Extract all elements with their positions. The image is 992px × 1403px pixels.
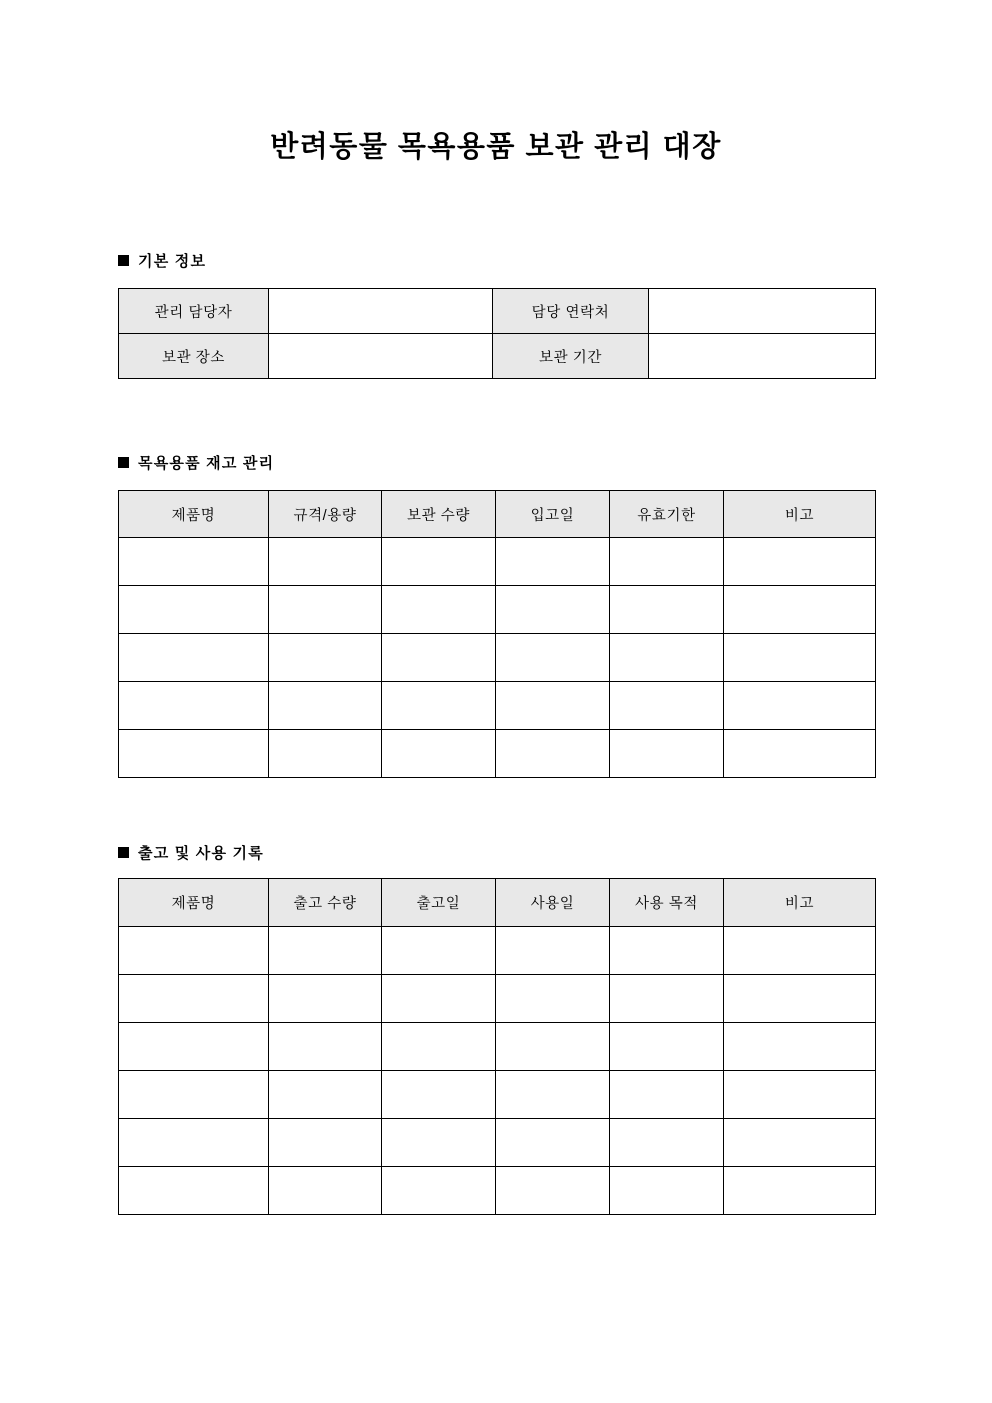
- cell-product-name[interactable]: [119, 975, 269, 1023]
- field-value-storage-location[interactable]: [269, 334, 493, 379]
- cell-remarks[interactable]: [724, 1023, 876, 1071]
- cell-spec-volume[interactable]: [269, 538, 382, 586]
- section-heading-usage-label: 출고 및 사용 기록: [138, 845, 264, 862]
- column-header-product-name: 제품명: [119, 491, 269, 538]
- cell-remarks[interactable]: [724, 1071, 876, 1119]
- table-row: [119, 538, 876, 586]
- cell-product-name[interactable]: [119, 1119, 269, 1167]
- cell-inbound-date[interactable]: [496, 538, 610, 586]
- cell-expiry-date[interactable]: [610, 586, 724, 634]
- column-header-usage-date: 사용일: [496, 879, 610, 927]
- column-header-remarks: 비고: [724, 491, 876, 538]
- cell-remarks[interactable]: [724, 586, 876, 634]
- cell-remarks[interactable]: [724, 730, 876, 778]
- table-row: [119, 334, 876, 379]
- page-title: 반려동물 목욕용품 보관 관리 대장: [270, 131, 722, 163]
- cell-outbound-date[interactable]: [382, 927, 496, 975]
- field-value-contact[interactable]: [649, 289, 876, 334]
- cell-usage-date[interactable]: [496, 1071, 610, 1119]
- cell-remarks[interactable]: [724, 1119, 876, 1167]
- column-header-outbound-quantity: 출고 수량: [269, 879, 382, 927]
- cell-outbound-date[interactable]: [382, 1119, 496, 1167]
- basic-info-table: [118, 288, 876, 379]
- cell-inbound-date[interactable]: [496, 682, 610, 730]
- cell-spec-volume[interactable]: [269, 586, 382, 634]
- cell-outbound-quantity[interactable]: [269, 1023, 382, 1071]
- column-header-inbound-date: 입고일: [496, 491, 610, 538]
- field-label-manager: 관리 담당자: [119, 289, 269, 334]
- cell-usage-date[interactable]: [496, 1167, 610, 1215]
- section-heading-stock: [118, 452, 274, 473]
- cell-usage-date[interactable]: [496, 927, 610, 975]
- cell-outbound-date[interactable]: [382, 1023, 496, 1071]
- cell-usage-purpose[interactable]: [610, 1167, 724, 1215]
- table-row: [119, 1071, 876, 1119]
- cell-outbound-quantity[interactable]: [269, 1119, 382, 1167]
- table-row: [119, 1119, 876, 1167]
- cell-inbound-date[interactable]: [496, 634, 610, 682]
- cell-outbound-date[interactable]: [382, 1167, 496, 1215]
- field-label-storage-location: 보관 장소: [119, 334, 269, 379]
- cell-remarks[interactable]: [724, 1167, 876, 1215]
- section-heading-basic-info: [118, 250, 206, 271]
- table-row: [119, 289, 876, 334]
- cell-product-name[interactable]: [119, 927, 269, 975]
- cell-usage-date[interactable]: [496, 975, 610, 1023]
- cell-product-name[interactable]: [119, 1023, 269, 1071]
- cell-product-name[interactable]: [119, 586, 269, 634]
- table-row: [119, 975, 876, 1023]
- column-header-usage-purpose: 사용 목적: [610, 879, 724, 927]
- field-label-storage-period: 보관 기간: [493, 334, 649, 379]
- table-row: [119, 927, 876, 975]
- table-row: [119, 586, 876, 634]
- table-row: [119, 1023, 876, 1071]
- column-header-spec-volume: 규격/용량: [269, 491, 382, 538]
- cell-expiry-date[interactable]: [610, 538, 724, 586]
- cell-stock-quantity[interactable]: [382, 682, 496, 730]
- cell-outbound-quantity[interactable]: [269, 975, 382, 1023]
- cell-outbound-date[interactable]: [382, 1071, 496, 1119]
- cell-expiry-date[interactable]: [610, 730, 724, 778]
- cell-outbound-quantity[interactable]: [269, 1071, 382, 1119]
- square-bullet-icon: [118, 457, 129, 468]
- table-header-row: [119, 491, 876, 538]
- cell-usage-date[interactable]: [496, 1119, 610, 1167]
- cell-product-name[interactable]: [119, 1167, 269, 1215]
- table-header-row: [119, 879, 876, 927]
- cell-inbound-date[interactable]: [496, 586, 610, 634]
- cell-usage-purpose[interactable]: [610, 1023, 724, 1071]
- cell-outbound-quantity[interactable]: [269, 927, 382, 975]
- cell-usage-purpose[interactable]: [610, 927, 724, 975]
- cell-spec-volume[interactable]: [269, 682, 382, 730]
- cell-remarks[interactable]: [724, 975, 876, 1023]
- column-header-expiry-date: 유효기한: [610, 491, 724, 538]
- cell-product-name[interactable]: [119, 730, 269, 778]
- cell-spec-volume[interactable]: [269, 634, 382, 682]
- section-heading-basic-info-label: 기본 정보: [138, 253, 207, 270]
- cell-remarks[interactable]: [724, 927, 876, 975]
- section-heading-stock-label: 목욕용품 재고 관리: [138, 455, 275, 472]
- column-header-product-name: 제품명: [119, 879, 269, 927]
- field-label-contact: 담당 연락처: [493, 289, 649, 334]
- cell-spec-volume[interactable]: [269, 730, 382, 778]
- cell-stock-quantity[interactable]: [382, 586, 496, 634]
- cell-product-name[interactable]: [119, 634, 269, 682]
- table-row: [119, 682, 876, 730]
- field-value-storage-period[interactable]: [649, 334, 876, 379]
- cell-product-name[interactable]: [119, 538, 269, 586]
- cell-usage-purpose[interactable]: [610, 975, 724, 1023]
- cell-usage-purpose[interactable]: [610, 1119, 724, 1167]
- cell-outbound-date[interactable]: [382, 975, 496, 1023]
- column-header-remarks: 비고: [724, 879, 876, 927]
- cell-expiry-date[interactable]: [610, 682, 724, 730]
- cell-product-name[interactable]: [119, 682, 269, 730]
- table-row: [119, 634, 876, 682]
- column-header-outbound-date: 출고일: [382, 879, 496, 927]
- square-bullet-icon: [118, 847, 129, 858]
- field-value-manager[interactable]: [269, 289, 493, 334]
- cell-stock-quantity[interactable]: [382, 538, 496, 586]
- usage-table: [118, 878, 876, 1215]
- cell-remarks[interactable]: [724, 682, 876, 730]
- stock-table: [118, 490, 876, 778]
- cell-usage-purpose[interactable]: [610, 1071, 724, 1119]
- cell-remarks[interactable]: [724, 538, 876, 586]
- section-heading-usage: [118, 842, 264, 863]
- cell-product-name[interactable]: [119, 1071, 269, 1119]
- square-bullet-icon: [118, 255, 129, 266]
- cell-stock-quantity[interactable]: [382, 634, 496, 682]
- table-row: [119, 730, 876, 778]
- cell-usage-date[interactable]: [496, 1023, 610, 1071]
- cell-outbound-quantity[interactable]: [269, 1167, 382, 1215]
- cell-expiry-date[interactable]: [610, 634, 724, 682]
- cell-stock-quantity[interactable]: [382, 730, 496, 778]
- table-row: [119, 1167, 876, 1215]
- cell-remarks[interactable]: [724, 634, 876, 682]
- column-header-stock-quantity: 보관 수량: [382, 491, 496, 538]
- cell-inbound-date[interactable]: [496, 730, 610, 778]
